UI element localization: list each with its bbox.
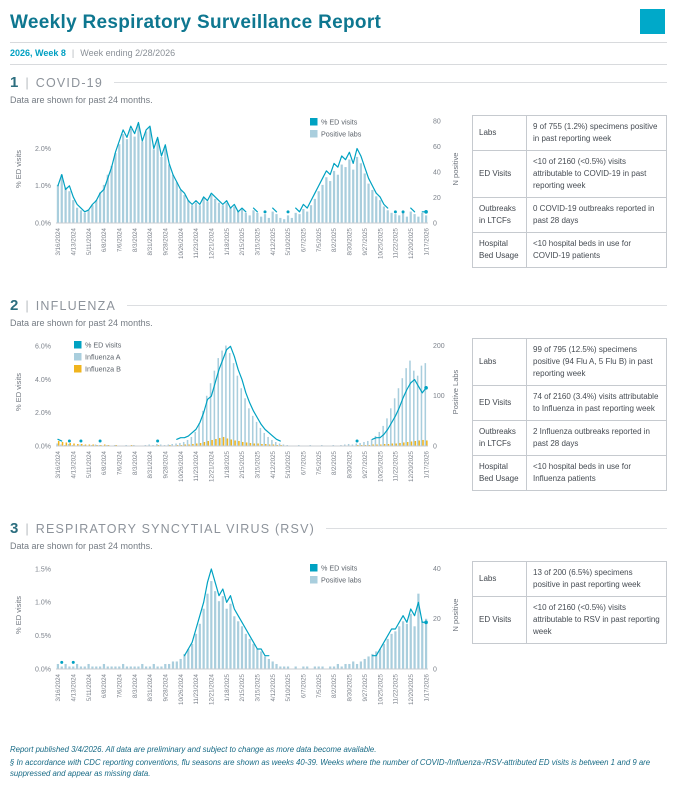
section-subtitle: Data are shown for past 24 months. bbox=[10, 541, 153, 551]
svg-text:2.0%: 2.0% bbox=[35, 410, 51, 418]
svg-text:5/10/2025: 5/10/2025 bbox=[285, 228, 293, 256]
svg-text:40: 40 bbox=[433, 565, 441, 573]
svg-text:12/20/2025: 12/20/2025 bbox=[407, 674, 415, 705]
row-label: ED Visits bbox=[473, 386, 527, 421]
svg-text:6/8/2024: 6/8/2024 bbox=[101, 451, 109, 476]
table-row bbox=[473, 456, 667, 491]
svg-text:0.0%: 0.0% bbox=[35, 220, 51, 228]
svg-text:10/26/2024: 10/26/2024 bbox=[177, 228, 185, 259]
row-text: <10 of 2160 (<0.5%) visits attributable to RSV in past reporting week bbox=[527, 597, 667, 644]
page-title: Weekly Respiratory Surveillance Report bbox=[10, 12, 382, 33]
report-header bbox=[10, 8, 667, 42]
svg-text:3/15/2025: 3/15/2025 bbox=[254, 674, 262, 702]
svg-text:12/21/2024: 12/21/2024 bbox=[208, 451, 216, 482]
svg-text:60: 60 bbox=[433, 144, 441, 152]
svg-text:11/23/2024: 11/23/2024 bbox=[193, 674, 201, 705]
svg-text:4/13/2024: 4/13/2024 bbox=[70, 451, 78, 479]
svg-text:11/22/2025: 11/22/2025 bbox=[392, 451, 400, 482]
brand-square bbox=[640, 9, 665, 34]
row-label: ED Visits bbox=[473, 151, 527, 198]
section-rsv bbox=[10, 520, 667, 734]
section-title: COVID-19 bbox=[35, 75, 103, 90]
svg-text:20: 20 bbox=[433, 616, 441, 624]
footer-line-1: Report published 3/4/2026. All data are preliminary and subject to change as more data become available. bbox=[10, 745, 377, 754]
svg-text:Positive labs: Positive labs bbox=[321, 575, 362, 585]
row-text: 0 COVID-19 outbreaks reported in past 28 days bbox=[527, 198, 667, 233]
svg-text:Positive Labs: Positive Labs bbox=[451, 369, 460, 415]
section-influenza-heading bbox=[10, 297, 667, 314]
svg-text:0: 0 bbox=[433, 220, 437, 228]
svg-text:100: 100 bbox=[433, 393, 445, 401]
svg-text:Influenza B: Influenza B bbox=[85, 364, 121, 374]
svg-text:0.0%: 0.0% bbox=[35, 443, 51, 451]
section-covid-body bbox=[10, 107, 667, 288]
svg-text:Influenza A: Influenza A bbox=[85, 352, 121, 362]
svg-text:11/23/2024: 11/23/2024 bbox=[193, 228, 201, 259]
rsv-summary-table bbox=[472, 561, 667, 644]
svg-text:4/12/2025: 4/12/2025 bbox=[269, 674, 277, 702]
svg-text:7/5/2025: 7/5/2025 bbox=[315, 451, 323, 476]
svg-text:10/25/2025: 10/25/2025 bbox=[377, 674, 385, 705]
row-label: Labs bbox=[473, 562, 527, 597]
svg-text:1.0%: 1.0% bbox=[35, 599, 51, 607]
week-ending-label: Week ending 2/28/2026 bbox=[80, 48, 176, 58]
svg-text:1/17/2026: 1/17/2026 bbox=[423, 451, 431, 479]
svg-text:7/6/2024: 7/6/2024 bbox=[116, 674, 124, 699]
table-row bbox=[473, 386, 667, 421]
row-label: Labs bbox=[473, 339, 527, 386]
header-divider-bottom bbox=[10, 64, 667, 65]
svg-text:7/6/2024: 7/6/2024 bbox=[116, 451, 124, 476]
svg-text:9/28/2024: 9/28/2024 bbox=[162, 228, 170, 256]
svg-text:N positive: N positive bbox=[451, 598, 460, 632]
svg-text:6/8/2024: 6/8/2024 bbox=[101, 674, 109, 699]
footer-line-2: § In accordance with CDC reporting conventions, flu seasons are shown as weeks 40-39. Weeks where the number of COVID-/Influenza-/RSV-attributed ED visits is between 1 and 9 are suppressed and appear as missing data. bbox=[10, 757, 651, 779]
table-row bbox=[473, 116, 667, 151]
influenza-trend-chart bbox=[10, 330, 466, 511]
svg-text:1/18/2025: 1/18/2025 bbox=[223, 674, 231, 702]
svg-text:4/12/2025: 4/12/2025 bbox=[269, 228, 277, 256]
svg-text:10/25/2025: 10/25/2025 bbox=[377, 228, 385, 259]
svg-text:4/13/2024: 4/13/2024 bbox=[70, 674, 78, 702]
svg-text:8/3/2024: 8/3/2024 bbox=[131, 228, 139, 253]
section-title: RESPIRATORY SYNCYTIAL VIRUS (RSV) bbox=[35, 521, 315, 536]
svg-text:200: 200 bbox=[433, 342, 445, 350]
svg-text:1.5%: 1.5% bbox=[35, 566, 51, 574]
rsv-trend-chart bbox=[10, 553, 466, 734]
svg-text:% ED visits: % ED visits bbox=[14, 373, 23, 411]
svg-text:0: 0 bbox=[433, 443, 437, 451]
svg-text:9/28/2024: 9/28/2024 bbox=[162, 674, 170, 702]
svg-text:11/22/2025: 11/22/2025 bbox=[392, 228, 400, 259]
week-label: 2026, Week 8 bbox=[10, 48, 66, 58]
table-row bbox=[473, 562, 667, 597]
week-separator: | bbox=[71, 48, 75, 58]
row-label: ED Visits bbox=[473, 597, 527, 644]
svg-text:7/5/2025: 7/5/2025 bbox=[315, 228, 323, 253]
svg-text:% ED visits: % ED visits bbox=[14, 596, 23, 634]
svg-text:3/15/2025: 3/15/2025 bbox=[254, 451, 262, 479]
svg-text:10/26/2024: 10/26/2024 bbox=[177, 451, 185, 482]
svg-text:6/7/2025: 6/7/2025 bbox=[300, 451, 308, 476]
section-rsv-heading bbox=[10, 520, 667, 537]
svg-text:12/21/2024: 12/21/2024 bbox=[208, 228, 216, 259]
svg-text:20: 20 bbox=[433, 194, 441, 202]
table-row bbox=[473, 421, 667, 456]
svg-text:2/15/2025: 2/15/2025 bbox=[239, 674, 247, 702]
section-heading-rule bbox=[114, 82, 667, 83]
svg-text:4.0%: 4.0% bbox=[35, 376, 51, 384]
svg-text:2/15/2025: 2/15/2025 bbox=[239, 451, 247, 479]
section-influenza bbox=[10, 297, 667, 511]
table-row bbox=[473, 339, 667, 386]
svg-text:11/22/2025: 11/22/2025 bbox=[392, 674, 400, 705]
svg-text:1/18/2025: 1/18/2025 bbox=[223, 228, 231, 256]
svg-text:11/23/2024: 11/23/2024 bbox=[193, 451, 201, 482]
section-covid bbox=[10, 74, 667, 288]
row-label: Outbreaks in LTCFs bbox=[473, 421, 527, 456]
section-rsv-body bbox=[10, 553, 667, 734]
section-number: 2 bbox=[10, 297, 19, 314]
section-number: 3 bbox=[10, 520, 19, 537]
svg-text:5/11/2024: 5/11/2024 bbox=[85, 451, 93, 479]
table-row bbox=[473, 198, 667, 233]
svg-text:40: 40 bbox=[433, 169, 441, 177]
svg-text:0.0%: 0.0% bbox=[35, 666, 51, 674]
svg-text:8/30/2025: 8/30/2025 bbox=[346, 451, 354, 479]
svg-text:9/28/2024: 9/28/2024 bbox=[162, 451, 170, 479]
svg-text:9/27/2025: 9/27/2025 bbox=[361, 451, 369, 479]
svg-text:6/8/2024: 6/8/2024 bbox=[101, 228, 109, 253]
svg-text:5/10/2025: 5/10/2025 bbox=[285, 674, 293, 702]
table-row bbox=[473, 151, 667, 198]
svg-text:12/21/2024: 12/21/2024 bbox=[208, 674, 216, 705]
svg-text:6/7/2025: 6/7/2025 bbox=[300, 228, 308, 253]
section-subtitle: Data are shown for past 24 months. bbox=[10, 95, 153, 105]
week-info-row bbox=[10, 43, 667, 64]
row-label: Hospital Bed Usage bbox=[473, 233, 527, 268]
row-label: Outbreaks in LTCFs bbox=[473, 198, 527, 233]
svg-text:6.0%: 6.0% bbox=[35, 343, 51, 351]
section-heading-rule bbox=[326, 528, 667, 529]
svg-text:4/12/2025: 4/12/2025 bbox=[269, 451, 277, 479]
svg-text:5/11/2024: 5/11/2024 bbox=[85, 674, 93, 702]
svg-text:1.0%: 1.0% bbox=[35, 183, 51, 191]
svg-text:9/27/2025: 9/27/2025 bbox=[361, 674, 369, 702]
svg-text:8/3/2024: 8/3/2024 bbox=[131, 674, 139, 699]
svg-text:2/15/2025: 2/15/2025 bbox=[239, 228, 247, 256]
section-covid-heading bbox=[10, 74, 667, 91]
section-subtitle: Data are shown for past 24 months. bbox=[10, 318, 153, 328]
row-text: <10 hospital beds in use for Influenza patients bbox=[527, 456, 667, 491]
section-influenza-body bbox=[10, 330, 667, 511]
row-text: 2 Influenza outbreaks reported in past 28 days bbox=[527, 421, 667, 456]
svg-text:3/16/2024: 3/16/2024 bbox=[55, 451, 63, 479]
svg-text:3/16/2024: 3/16/2024 bbox=[55, 674, 63, 702]
section-separator: | bbox=[25, 298, 29, 313]
svg-text:0.5%: 0.5% bbox=[35, 632, 51, 640]
row-text: <10 hospital beds in use for COVID-19 patients bbox=[527, 233, 667, 268]
svg-text:10/26/2024: 10/26/2024 bbox=[177, 674, 185, 705]
influenza-summary-table bbox=[472, 338, 667, 491]
svg-text:7/5/2025: 7/5/2025 bbox=[315, 674, 323, 699]
svg-text:2.0%: 2.0% bbox=[35, 145, 51, 153]
svg-text:8/31/2024: 8/31/2024 bbox=[147, 228, 155, 256]
svg-text:% ED visits: % ED visits bbox=[321, 117, 358, 127]
svg-text:8/2/2025: 8/2/2025 bbox=[331, 451, 339, 476]
section-title: INFLUENZA bbox=[35, 298, 116, 313]
report-footer bbox=[10, 744, 667, 780]
section-number: 1 bbox=[10, 74, 19, 91]
svg-text:8/30/2025: 8/30/2025 bbox=[346, 228, 354, 256]
svg-text:10/25/2025: 10/25/2025 bbox=[377, 451, 385, 482]
svg-text:9/27/2025: 9/27/2025 bbox=[361, 228, 369, 256]
svg-text:12/20/2025: 12/20/2025 bbox=[407, 228, 415, 259]
row-label: Labs bbox=[473, 116, 527, 151]
svg-text:6/7/2025: 6/7/2025 bbox=[300, 674, 308, 699]
svg-text:1/17/2026: 1/17/2026 bbox=[423, 674, 431, 702]
svg-text:8/2/2025: 8/2/2025 bbox=[331, 228, 339, 253]
svg-text:1/17/2026: 1/17/2026 bbox=[423, 228, 431, 256]
svg-text:80: 80 bbox=[433, 118, 441, 126]
section-separator: | bbox=[25, 521, 29, 536]
row-text: 99 of 795 (12.5%) specimens positive (94 Flu A, 5 Flu B) in past reporting week bbox=[527, 339, 667, 386]
row-text: 13 of 200 (6.5%) specimens positive in past reporting week bbox=[527, 562, 667, 597]
svg-text:Positive labs: Positive labs bbox=[321, 129, 362, 139]
row-label: Hospital Bed Usage bbox=[473, 456, 527, 491]
row-text: 9 of 755 (1.2%) specimens positive in past reporting week bbox=[527, 116, 667, 151]
section-heading-rule bbox=[127, 305, 667, 306]
svg-text:8/31/2024: 8/31/2024 bbox=[147, 674, 155, 702]
svg-text:8/3/2024: 8/3/2024 bbox=[131, 451, 139, 476]
svg-text:5/10/2025: 5/10/2025 bbox=[285, 451, 293, 479]
svg-text:% ED visits: % ED visits bbox=[85, 340, 122, 350]
table-row bbox=[473, 233, 667, 268]
svg-text:8/2/2025: 8/2/2025 bbox=[331, 674, 339, 699]
svg-text:8/31/2024: 8/31/2024 bbox=[147, 451, 155, 479]
svg-text:% ED visits: % ED visits bbox=[14, 150, 23, 188]
row-text: 74 of 2160 (3.4%) visits attributable to Influenza in past reporting week bbox=[527, 386, 667, 421]
svg-text:3/16/2024: 3/16/2024 bbox=[55, 228, 63, 256]
svg-text:4/13/2024: 4/13/2024 bbox=[70, 228, 78, 256]
svg-text:N positive: N positive bbox=[451, 152, 460, 186]
covid-summary-table bbox=[472, 115, 667, 268]
svg-text:1/18/2025: 1/18/2025 bbox=[223, 451, 231, 479]
svg-text:% ED visits: % ED visits bbox=[321, 563, 358, 573]
svg-text:3/15/2025: 3/15/2025 bbox=[254, 227, 262, 256]
svg-text:8/30/2025: 8/30/2025 bbox=[346, 674, 354, 702]
section-separator: | bbox=[25, 75, 29, 90]
svg-text:12/20/2025: 12/20/2025 bbox=[407, 451, 415, 482]
svg-text:7/6/2024: 7/6/2024 bbox=[116, 228, 124, 253]
covid-trend-chart bbox=[10, 107, 466, 288]
svg-text:5/11/2024: 5/11/2024 bbox=[85, 228, 93, 256]
svg-text:0: 0 bbox=[433, 666, 437, 674]
table-row bbox=[473, 597, 667, 644]
row-text: <10 of 2160 (<0.5%) visits attributable to COVID-19 in past reporting week bbox=[527, 151, 667, 198]
